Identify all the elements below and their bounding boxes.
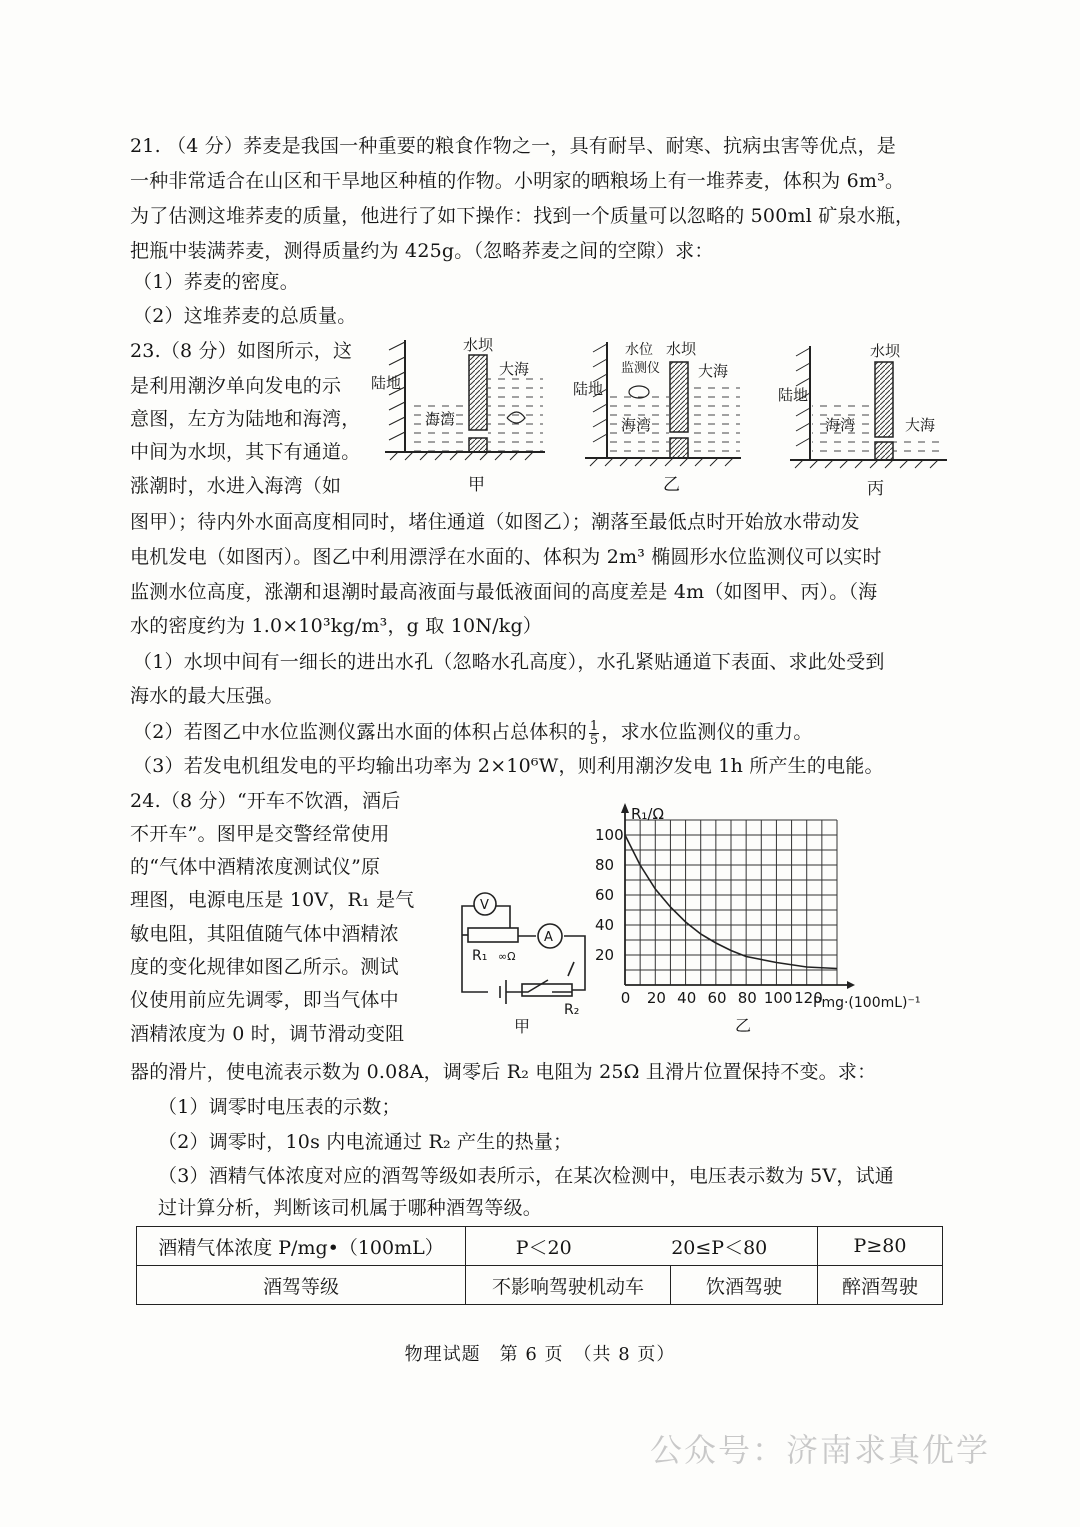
caption-jia: 甲: [468, 475, 485, 495]
label-dam-c: 水坝: [870, 342, 901, 360]
range-low: P＜20: [515, 1236, 572, 1259]
q23-line-9: 水的密度约为 1.0×10³kg/m³，g 取 10N/kg）: [130, 615, 543, 637]
r1-note: ∞Ω: [498, 950, 516, 963]
q23-line-8: 监测水位高度，涨潮和退潮时最高液面与最低液面间的高度差是 4m（如图甲、丙）。（海: [130, 581, 878, 603]
table-cell: P≥80: [818, 1227, 943, 1266]
table-cell: [466, 1227, 818, 1266]
page-footer: 物理试题 第 6 页 （共 8 页）: [404, 1344, 676, 1365]
label-sea-b: 大海: [698, 362, 729, 380]
table-row: [137, 1266, 943, 1305]
graph-ylabel: R₁/Ω: [631, 805, 664, 823]
label-land-c: 陆地: [778, 386, 809, 404]
label-sea-c: 大海: [905, 416, 936, 434]
label-land-b: 陆地: [573, 380, 604, 398]
table-cell: 饮酒驾驶: [671, 1266, 818, 1305]
q23-sub-1a: （1）水坝中间有一细长的进出水孔（忽略水孔高度），水孔紧贴通道下表面、求此处受到: [133, 651, 885, 673]
range-mid: 20≤P＜80: [671, 1236, 768, 1259]
label-dam-b: 水坝: [666, 340, 697, 358]
q23-line-3: 意图，左方为陆地和海湾，: [130, 408, 361, 430]
graph-ticks: [595, 826, 823, 1007]
circuit-diagram: [440, 880, 600, 1040]
q24-line-8: 酒精浓度为 0 时，调节滑动变阻: [130, 1023, 405, 1045]
y-tick-label: 60: [595, 886, 615, 904]
x-tick-label: 100: [763, 989, 793, 1007]
diagram-bing: [778, 342, 947, 499]
r1-label: R₁: [472, 948, 488, 964]
label-bay-a: 海湾: [425, 410, 456, 428]
caption-yi: 乙: [663, 475, 680, 495]
voltmeter-symbol: V: [480, 898, 489, 913]
label-dam-a: 水坝: [463, 336, 494, 354]
q24-line-6: 度的变化规律如图乙所示。测试: [130, 956, 399, 978]
table-cell: 醉酒驾驶: [818, 1266, 943, 1305]
caption-bing: 丙: [867, 479, 884, 499]
q23-line-1: 23.（8 分）如图所示，这: [130, 340, 353, 362]
y-tick-label: 100: [595, 826, 624, 844]
drunk-driving-level-table: [136, 1226, 943, 1305]
q23-sub-1b: 海水的最大压强。: [130, 685, 284, 707]
caption-circuit: 甲: [514, 1017, 531, 1036]
q24-line-9: 器的滑片，使电流表示数为 0.08A，调零后 R₂ 电阻为 25Ω 且滑片位置保持不变。求：: [130, 1061, 877, 1083]
label-bay-c: 海湾: [825, 416, 856, 434]
x-tick-label: 80: [737, 989, 757, 1007]
q23-sub-2: [133, 718, 813, 747]
q24-line-1: 24.（8 分）“开车不饮酒，酒后: [130, 790, 401, 812]
label-monitor-2: 监测仪: [621, 361, 661, 376]
graph-xlabel: Pmg·(100mL)⁻¹: [813, 995, 921, 1011]
x-tick-label: 120: [794, 989, 823, 1007]
caption-graph: 乙: [735, 1016, 752, 1035]
diagram-yi: [573, 340, 741, 495]
fraction-den: 5: [589, 732, 599, 748]
table-cell: 酒驾等级: [137, 1266, 466, 1305]
graph-grid: [625, 820, 837, 985]
q24-line-7: 仪使用前应先调零，即当气体中: [130, 989, 399, 1011]
q21-sub-1: （1）荞麦的密度。: [133, 271, 299, 293]
table-row: [137, 1227, 943, 1266]
q23-line-6: 图甲）；待内外水面高度相同时，堵住通道（如图乙）；潮落至最低点时开始放水带动发: [130, 511, 860, 533]
q24-line-5: 敏电阻，其阻值随气体中酒精浓: [130, 923, 399, 945]
graph-axes: [621, 803, 855, 989]
label-monitor-1: 水位: [625, 342, 653, 358]
q24-sub-3b: 过计算分析，判断该司机属于哪种酒驾等级。: [158, 1197, 543, 1219]
q23-sub-2-post: ，求水位监测仪的重力。: [601, 721, 813, 743]
q21-line-1: 21. （4 分）荞麦是我国一种重要的粮食作物之一，具有耐旱、耐寒、抗病虫害等优点，是: [130, 135, 896, 157]
q24-line-3: 的“气体中酒精浓度测试仪”原: [130, 856, 381, 878]
label-land-a: 陆地: [371, 374, 402, 392]
q23-line-2: 是利用潮汐单向发电的示: [130, 375, 342, 397]
y-tick-label: 20: [595, 946, 615, 964]
x-tick-label: 40: [677, 989, 697, 1007]
label-bay-b: 海湾: [621, 416, 652, 434]
table-cell: 酒精气体浓度 P/mg•（100mL）: [137, 1227, 466, 1266]
watermark: 公众号：济南求真优学: [650, 1431, 991, 1469]
x-tick-label: 20: [646, 989, 666, 1007]
q23-sub-2-pre: （2）若图乙中水位监测仪露出水面的体积占总体积的: [133, 721, 587, 743]
fraction-one-fifth: [589, 720, 599, 747]
diagram-jia: [371, 336, 545, 495]
q23-line-7: 电机发电（如图丙）。图乙中利用漂浮在水面的、体积为 2m³ 椭圆形水位监测仪可以实时: [130, 546, 882, 568]
q23-line-5: 涨潮时，水进入海湾（如: [130, 475, 342, 497]
q24-sub-3a: （3）酒精气体浓度对应的酒驾等级如表所示，在某次检测中，电压表示数为 5V，试通: [158, 1165, 894, 1187]
ammeter-symbol: A: [544, 930, 553, 945]
q21-line-4: 把瓶中装满荞麦，测得质量约为 425g。（忽略荞麦之间的空隙）求：: [130, 240, 714, 262]
r2-label: R₂: [564, 1002, 580, 1018]
resistance-concentration-graph: [585, 795, 945, 1045]
q24-line-4: 理图，电源电压是 10V，R₁ 是气: [130, 889, 415, 911]
y-tick-label: 40: [595, 916, 615, 934]
q24-line-2: 不开车”。图甲是交警经常使用: [130, 823, 390, 845]
q21-line-3: 为了估测这堆荞麦的质量，他进行了如下操作：找到一个质量可以忽略的 500ml 矿泉水瓶，: [130, 205, 915, 227]
q23-line-4: 中间为水坝，其下有通道。: [130, 441, 361, 463]
q24-sub-1: （1）调零时电压表的示数；: [158, 1096, 401, 1118]
table-cell: 不影响驾驶机动车: [466, 1266, 671, 1305]
fraction-num: 1: [589, 718, 599, 734]
q21-line-2: 一种非常适合在山区和干旱地区种植的作物。小明家的晒粮场上有一堆荞麦，体积为 6m³。: [130, 170, 905, 192]
tide-diagrams: [371, 330, 955, 510]
q21-sub-2: （2）这堆荞麦的总质量。: [133, 305, 357, 327]
x-tick-label: 60: [707, 989, 727, 1007]
q24-sub-2: （2）调零时，10s 内电流通过 R₂ 产生的热量；: [158, 1131, 573, 1153]
label-sea-a: 大海: [499, 360, 530, 378]
q23-sub-3: （3）若发电机组发电的平均输出功率为 2×10⁶W，则利用潮汐发电 1h 所产生的电能。: [133, 755, 884, 777]
y-tick-label: 80: [595, 856, 615, 874]
x-tick-label: 0: [620, 989, 631, 1007]
